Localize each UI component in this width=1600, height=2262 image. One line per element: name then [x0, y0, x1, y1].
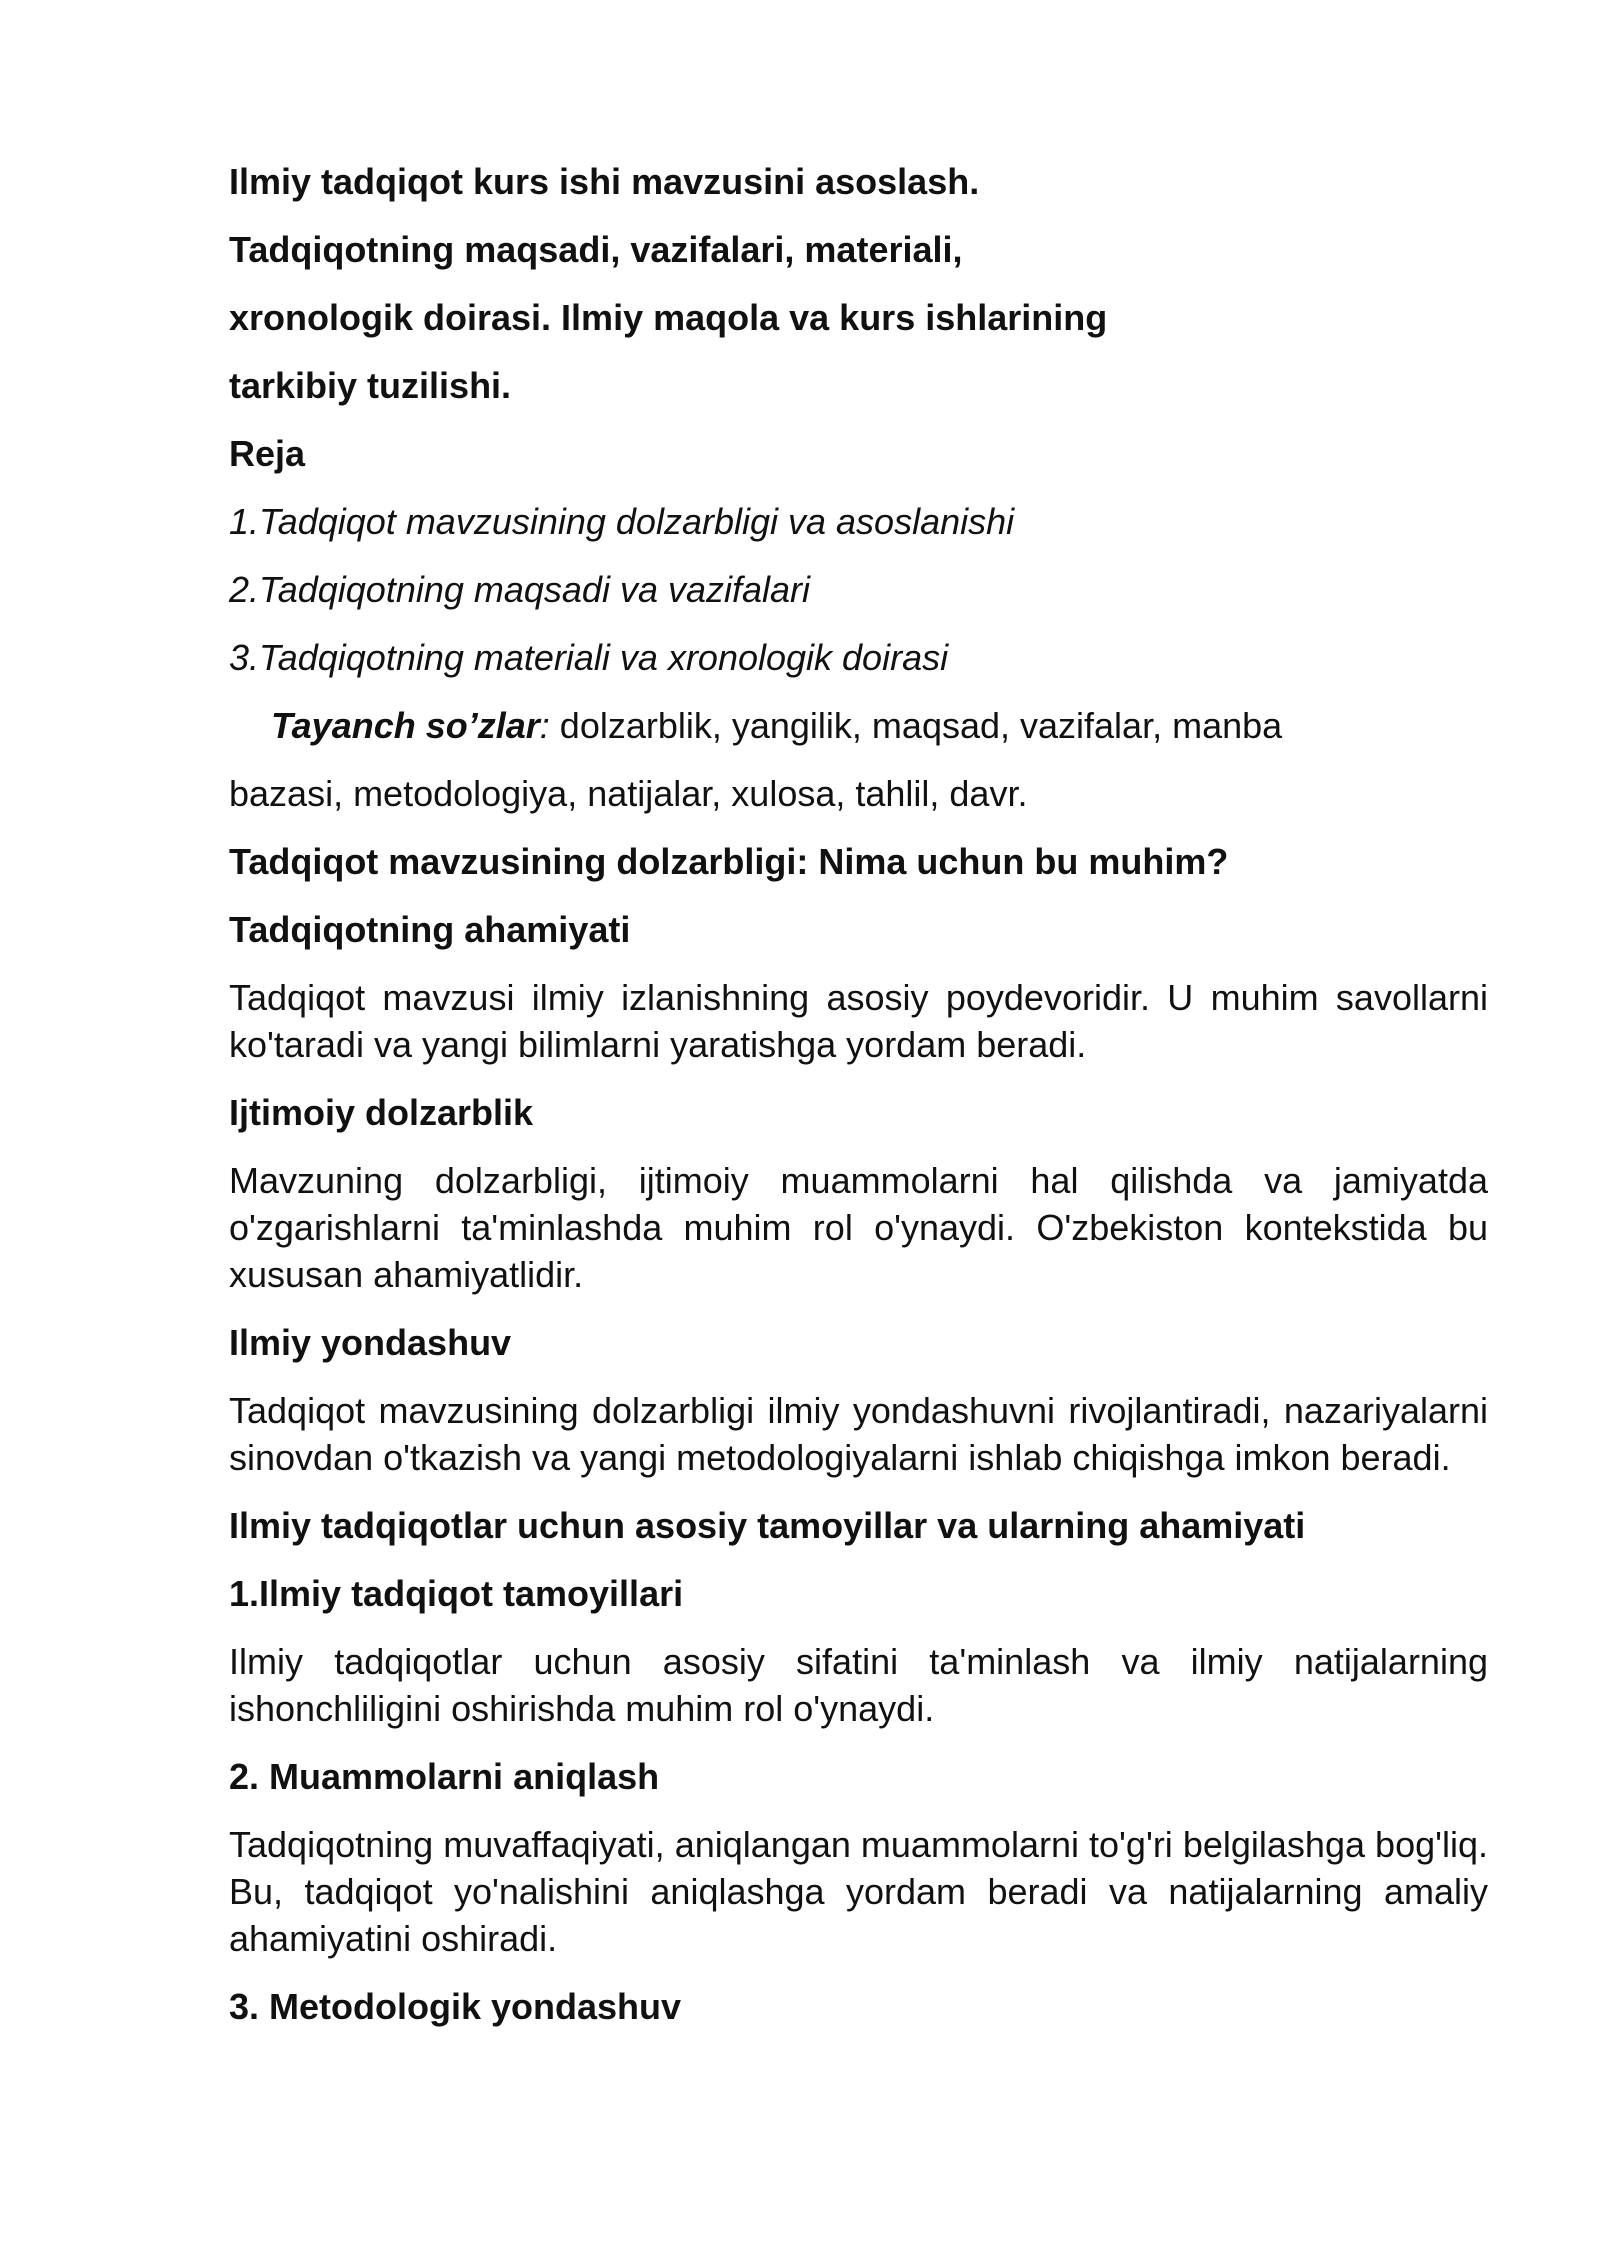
- section-heading-principles: Ilmiy tadqiqotlar uchun asosiy tamoyillar va ularning ahamiyati: [229, 1505, 1306, 1546]
- section-body-principles-1: Ilmiy tadqiqotlar uchun asosiy sifatini ta'minlash va ilmiy natijalarning ishonchliligini oshirishda muhim rol o'ynaydi.: [229, 1641, 1488, 1729]
- section-heading-principles-1: 1.Ilmiy tadqiqot tamoyillari: [229, 1573, 684, 1614]
- title-line-3: xronologik doirasi. Ilmiy maqola va kurs ishlarining: [229, 297, 1108, 338]
- title-line-4: tarkibiy tuzilishi.: [229, 365, 512, 406]
- plan-item-1: 1.Tadqiqot mavzusining dolzarbligi va asoslanishi: [229, 501, 1015, 542]
- plan-item-2: 2.Tadqiqotning maqsadi va vazifalari: [229, 569, 811, 610]
- section-heading-social: Ijtimoiy dolzarblik: [229, 1092, 534, 1133]
- section-body-scientific: Tadqiqot mavzusining dolzarbligi ilmiy yondashuvni rivojlantiradi, nazariyalarni sinovdan o'tkazish va yangi metodologiyalarni ishlab chiqishga imkon beradi.: [229, 1390, 1488, 1478]
- keywords-text-1: dolzarblik, yangilik, maqsad, vazifalar, manba: [549, 705, 1283, 746]
- section-heading-relevance: Tadqiqot mavzusining dolzarbligi: Nima uchun bu muhim?: [229, 841, 1229, 882]
- keywords-line-1: [229, 692, 1488, 760]
- section-body-problems: Tadqiqotning muvaffaqiyati, aniqlangan muammolarni to'g'ri belgilashga bog'liq. Bu, tadqiqot yo'nalishini aniqlashga yordam beradi va natijalarning amaliy ahamiyatini oshiradi.: [229, 1824, 1488, 1959]
- section-body-social: Mavzuning dolzarbligi, ijtimoiy muammolarni hal qilishda va jamiyatda o'zgarishlarni ta'minlashda muhim rol o'ynaydi. O'zbekiston kontekstida bu xususan ahamiyatlidir.: [229, 1160, 1488, 1295]
- section-heading-scientific: Ilmiy yondashuv: [229, 1322, 512, 1363]
- document-page: [229, 148, 1488, 2041]
- keywords-label: Tayanch so’zlar: [271, 705, 540, 746]
- keywords-line-2: bazasi, metodologiya, natijalar, xulosa, tahlil, davr.: [229, 773, 1028, 814]
- section-body-importance: Tadqiqot mavzusi ilmiy izlanishning asosiy poydevoridir. U muhim savollarni ko'taradi va yangi bilimlarni yaratishga yordam beradi.: [229, 977, 1488, 1065]
- keywords-colon: :: [539, 705, 550, 746]
- title-line-2: Tadqiqotning maqsadi, vazifalari, materiali,: [229, 229, 963, 270]
- section-heading-methodology: 3. Metodologik yondashuv: [229, 1986, 682, 2027]
- section-heading-importance: Tadqiqotning ahamiyati: [229, 909, 631, 950]
- section-heading-problems: 2. Muammolarni aniqlash: [229, 1756, 660, 1797]
- plan-heading: Reja: [229, 433, 306, 474]
- plan-item-3: 3.Tadqiqotning materiali va xronologik doirasi: [229, 637, 949, 678]
- title-line-1: Ilmiy tadqiqot kurs ishi mavzusini asoslash.: [229, 161, 980, 202]
